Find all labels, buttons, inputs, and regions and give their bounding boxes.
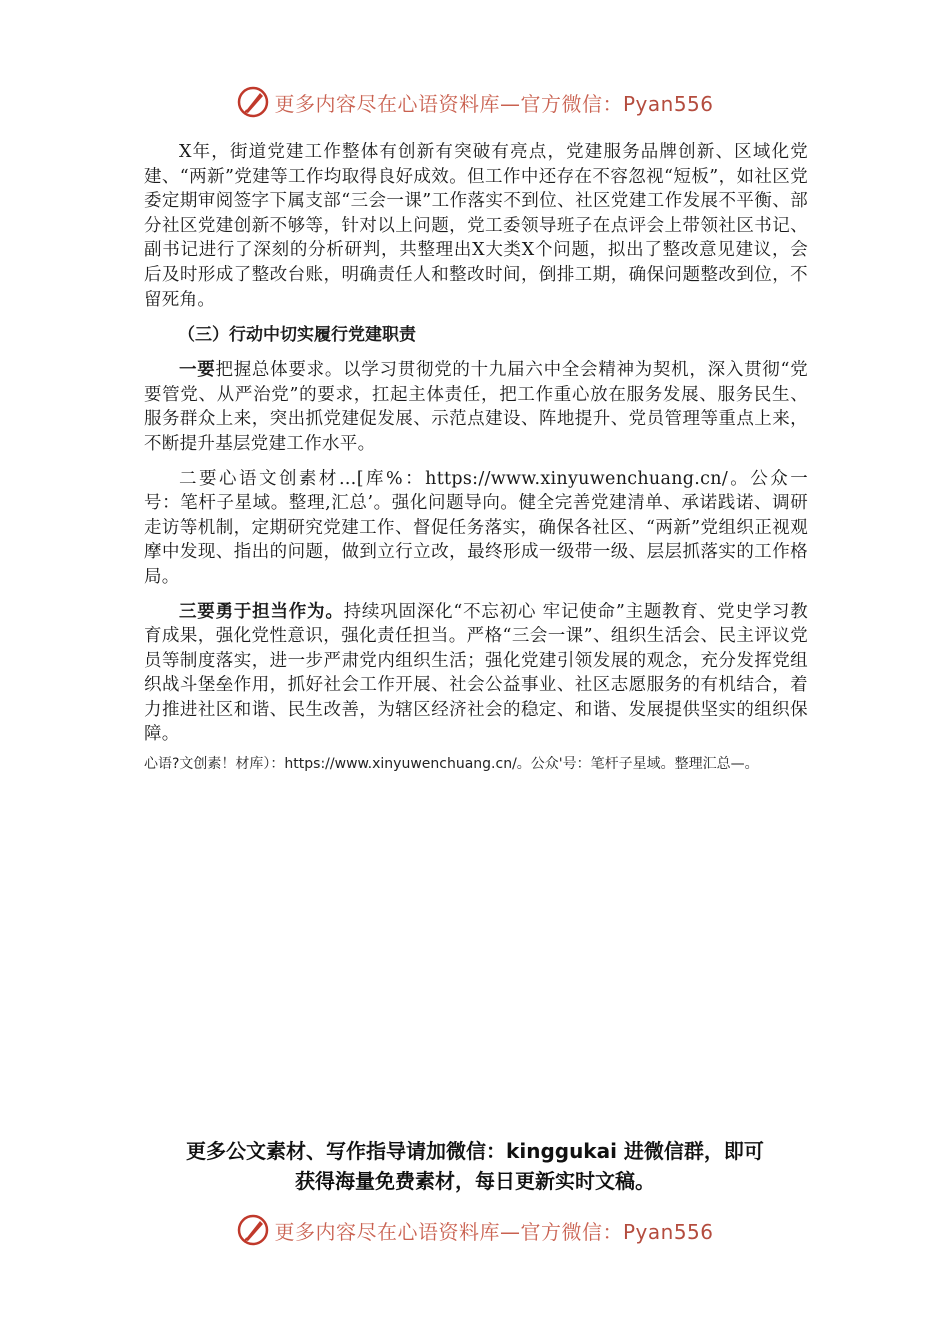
promo-line-1: 更多公文素材、写作指导请加微信：kinggukai 进微信群，即可: [186, 1139, 764, 1163]
paragraph-lead: 一要: [179, 360, 216, 381]
document-body: [144, 140, 808, 775]
paragraph-first-requirement: [144, 358, 808, 456]
paragraph-second-requirement: 二要心语文创素材…[库%：https://www.xinyuwenchuang.cn/。公众一号：笔杆子星域。整理,汇总’。强化问题导向。健全完善党建清单、承诺践诺、调研走访等机制，定期研究党建工作、督促任务落实，确保各社区、“两新”党组织正视观摩中发现、指出的问题，做到立行立改，最终形成一级带一级、层层抓落实的工作格局。: [144, 468, 808, 587]
paragraph-text: 持续巩固深化“不忘初心 牢记使命”主题教育、党史学习教育成果，强化党性意识，强化责任担当。严格“三会一课”、组织生活会、民主评议党员等制度落实，进一步严肃党内组织生活；强化党建引领发展的观念，充分发挥党组织战斗堡垒作用，抓好社会工作开展、社会公益事业、社区志愿服务的有机结合，着力推进社区和谐、民生改善，为辖区经济社会的稳定、和谐、发展提供坚实的组织保障。: [144, 601, 808, 745]
banner-wechat-id: Pyan556: [622, 1219, 714, 1244]
promo-line-2: 获得海量免费素材，每日更新实时文稿。: [295, 1169, 655, 1193]
header-banner: [0, 80, 950, 124]
footer-banner: [0, 1208, 950, 1252]
banner-text: [274, 88, 713, 117]
banner-wechat-id: Pyan556: [622, 91, 714, 116]
source-note: 心语?文创素！材库）：https://www.xinyuwenchuang.cn/。公众'号：笔杆子星域。整理汇总—。: [144, 756, 759, 773]
banner-text: [274, 1216, 713, 1245]
banner-main-text: 更多内容尽在心语资料库—官方微信：: [274, 1219, 623, 1244]
paragraph-text: 把握总体要求。以学习贯彻党的十九届六中全会精神为契机，深入贯彻“党要管党、从严治党”的要求，扛起主体责任，把工作重心放在服务发展、服务民生、服务群众上来，突出抓党建促发展、示范点建设、阵地提升、党员管理等重点上来，不断提升基层党建工作水平。: [144, 360, 809, 454]
paragraph-summary: X年，街道党建工作整体有创新有突破有亮点，党建服务品牌创新、区域化党建、“两新”党建等工作均取得良好成效。但工作中还存在不容忽视“短板”，如社区党委定期审阅签字下属支部“三会一课”工作落实不到位、社区党建工作发展不平衡、部分社区党建创新不够等，针对以上问题，党工委领导班子在点评会上带领社区书记、副书记进行了深刻的分析研判，共整理出X大类X个问题，拟出了整改意见建议，会后及时形成了整改台账，明确责任人和整改时间，倒排工期，确保问题整改到位，不留死角。: [144, 142, 808, 310]
paragraph-lead: 三要勇于担当作为。: [179, 601, 344, 622]
banner-main-text: 更多内容尽在心语资料库—官方微信：: [274, 91, 623, 116]
footer-promo: [0, 1136, 950, 1196]
quill-logo-icon: [236, 85, 270, 119]
paragraph-third-requirement: [144, 600, 808, 748]
section-heading: （三）行动中切实履行党建职责: [178, 325, 416, 346]
quill-logo-icon: [236, 1213, 270, 1247]
